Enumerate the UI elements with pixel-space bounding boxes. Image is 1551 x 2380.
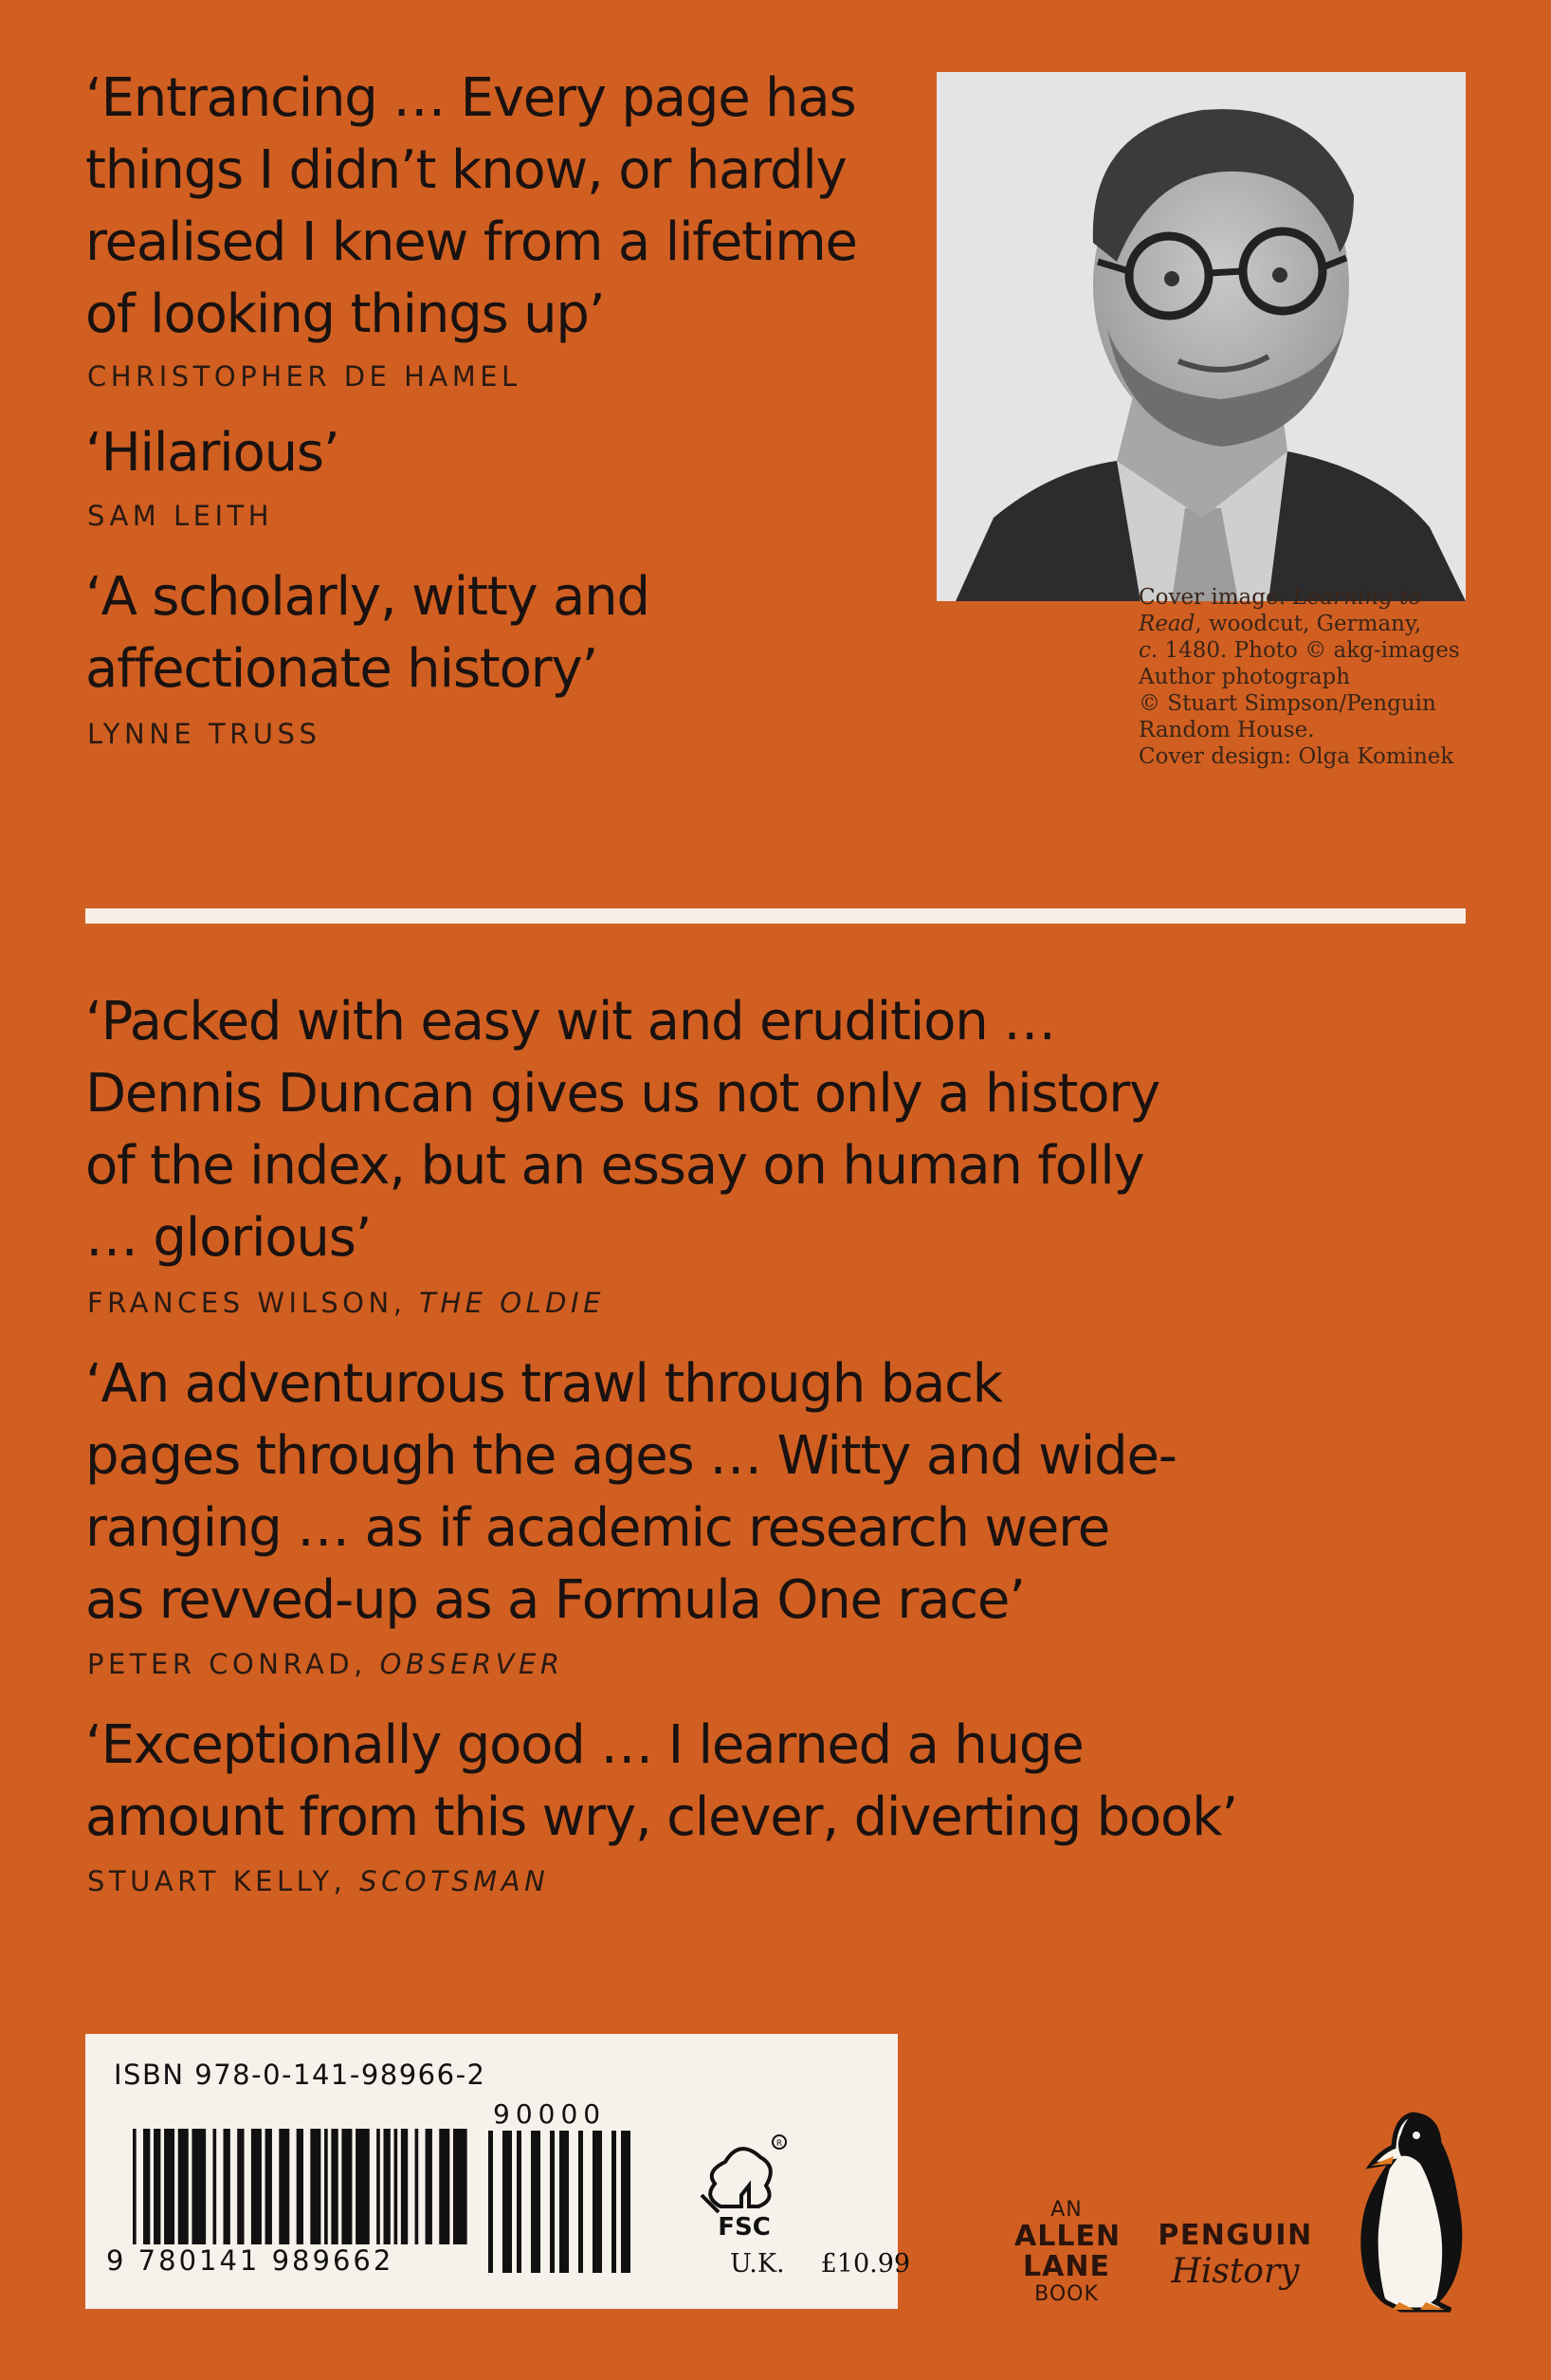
source-leith: SAM LEITH [87, 500, 274, 532]
source-kelly-name: STUART KELLY, [87, 1865, 360, 1897]
svg-text:R: R [776, 2139, 783, 2149]
barcode-bar [488, 2131, 493, 2273]
credit-line-6: Random House. [1139, 718, 1315, 742]
source-wilson-name: FRANCES WILSON, [87, 1287, 420, 1319]
section-divider [85, 908, 1466, 924]
credit-line-7: Cover design: Olga Kominek [1139, 744, 1454, 769]
barcode-bar [297, 2129, 303, 2244]
source-conrad-publication: OBSERVER [379, 1648, 564, 1680]
barcode-bar [237, 2129, 244, 2244]
credit-line-5: © Stuart Simpson/Penguin [1139, 691, 1436, 716]
barcode-bar [310, 2129, 320, 2244]
ean-digits: 9 780141 989662 [106, 2244, 394, 2277]
allen-lane-allen: ALLEN [1014, 2220, 1122, 2253]
barcode-bar [133, 2129, 137, 2244]
penguin-word: PENGUIN [1158, 2219, 1313, 2252]
barcode-bar [251, 2129, 262, 2244]
ean-barcode [133, 2129, 474, 2252]
allen-lane-lane: LANE [1023, 2250, 1110, 2283]
source-de-hamel: CHRISTOPHER DE HAMEL [87, 360, 521, 393]
barcode-bar [453, 2129, 467, 2244]
barcode-panel [85, 2034, 911, 2309]
barcode-bar [621, 2131, 630, 2273]
barcode-bar [578, 2131, 583, 2273]
credit-line-1a: Cover image: [1139, 585, 1293, 610]
quote-wilson: ‘Packed with easy wit and erudition … Dennis Duncan gives us not only a history of the index, but an essay on human folly … glorious’ [85, 991, 1160, 1269]
barcode-bar [164, 2129, 174, 2244]
barcode-bar [593, 2131, 602, 2273]
barcode-bar [531, 2131, 540, 2273]
source-kelly-publication: SCOTSMAN [359, 1865, 550, 1897]
credit-line-3a: c [1139, 638, 1151, 663]
barcode-bar [331, 2129, 338, 2244]
price-value: £10.99 [820, 2249, 911, 2279]
allen-lane-an: AN [1050, 2198, 1083, 2222]
allen-lane-logo [1014, 2198, 1122, 2306]
cover-credits [1139, 584, 1480, 770]
price-region: U.K. [730, 2249, 785, 2279]
addon-barcode [488, 2131, 640, 2278]
barcode-bar [212, 2129, 216, 2244]
barcode-bar [376, 2129, 380, 2244]
credit-line-2b: , woodcut, Germany, [1195, 612, 1422, 636]
barcode-bar [415, 2129, 419, 2244]
barcode-bar [426, 2129, 432, 2244]
barcode-bar [341, 2129, 352, 2244]
source-wilson-publication: THE OLDIE [419, 1287, 605, 1319]
barcode-bar [178, 2129, 189, 2244]
addon-digits: 90000 [493, 2098, 607, 2130]
quote-de-hamel: ‘Entrancing … Every page has things I didn’t know, or hardly realised I knew from a lifetime of looking things up’ [85, 67, 857, 345]
author-photo [937, 72, 1466, 601]
quote-leith: ‘Hilarious’ [85, 422, 339, 484]
barcode-bar [356, 2129, 370, 2244]
author-portrait-illustration [937, 72, 1466, 601]
barcode-bar [611, 2131, 616, 2273]
quote-conrad: ‘An adventurous trawl through back pages through the ages … Witty and wide- ranging … as if academic research were as revved-up as a Formula One race’ [85, 1353, 1177, 1631]
barcode-bar [324, 2129, 328, 2244]
barcode-bar [550, 2131, 555, 2273]
isbn-text: ISBN 978-0-141-98966-2 [114, 2059, 486, 2091]
barcode-bar [502, 2131, 512, 2273]
barcode-bar [224, 2129, 230, 2244]
barcode-bar [559, 2131, 569, 2273]
allen-lane-book: BOOK [1034, 2282, 1099, 2306]
history-word: History [1171, 2252, 1300, 2291]
barcode-bar [439, 2129, 449, 2244]
credit-line-2a: Read [1139, 612, 1195, 636]
penguin-history-logo [1155, 2219, 1316, 2291]
fsc-logo [692, 2129, 796, 2243]
source-kelly [87, 1865, 549, 1897]
quote-truss: ‘A scholarly, witty and affectionate history’ [85, 566, 649, 700]
barcode-bar [401, 2129, 408, 2244]
source-conrad [87, 1648, 564, 1680]
source-conrad-name: PETER CONRAD, [87, 1648, 380, 1680]
quote-kelly: ‘Exceptionally good … I learned a huge amount from this wry, clever, diverting book’ [85, 1714, 1237, 1848]
barcode-bar [394, 2129, 398, 2244]
source-truss: LYNNE TRUSS [87, 718, 321, 750]
credit-line-3b: . 1480. Photo © akg-images [1150, 638, 1460, 663]
credit-line-4: Author photograph [1139, 665, 1351, 689]
barcode-bar [383, 2129, 390, 2244]
source-wilson [87, 1287, 605, 1319]
barcode-bar [154, 2129, 160, 2244]
fsc-text: FSC [718, 2213, 771, 2242]
credit-line-1b: Learning to [1292, 585, 1422, 610]
barcode-bar [517, 2131, 521, 2273]
barcode-bar [265, 2129, 272, 2244]
barcode-bar [192, 2129, 206, 2244]
penguin-icon [1344, 2107, 1477, 2316]
barcode-bar [279, 2129, 289, 2244]
barcode-bar [143, 2129, 150, 2244]
price-line [730, 2249, 910, 2279]
